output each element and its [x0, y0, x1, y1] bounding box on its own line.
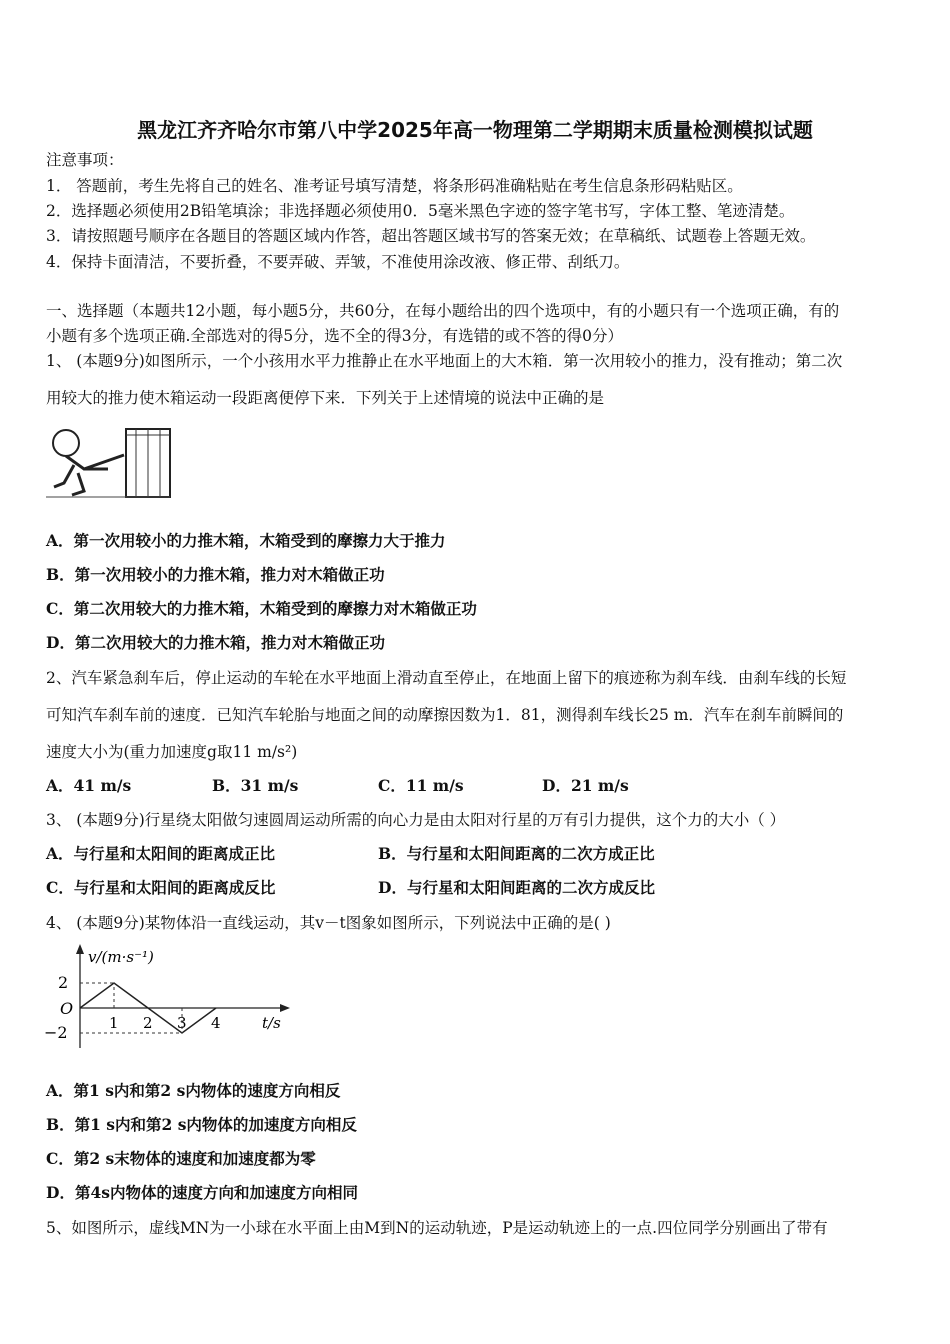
question-4-text: 4、 (本题9分)某物体沿一直线运动，其v－t图象如图所示，下列说法中正确的是( ) [46, 914, 611, 932]
question-2-option-a: A．41 m/s [46, 776, 132, 795]
question-3-option-d: D．与行星和太阳间距离的二次方成反比 [378, 878, 655, 897]
question-3-option-a: A．与行星和太阳间的距离成正比 [46, 844, 276, 863]
question-1-text: 用较大的推力使木箱运动一段距离便停下来．下列关于上述情境的说法中正确的是 [46, 389, 605, 407]
page-title: 黑龙江齐齐哈尔市第八中学2025年高一物理第二学期期末质量检测模拟试题 [137, 118, 813, 142]
y-axis-arrow [76, 944, 84, 954]
question-4-option-d: D．第4s内物体的速度方向和加速度方向相同 [46, 1183, 358, 1202]
question-2-text: 2、汽车紧急刹车后，停止运动的车轮在水平地面上滑动直至停止，在地面上留下的痕迹称为刹车线．由刹车线的长短 [46, 669, 847, 687]
question-4-option-a: A．第1 s内和第2 s内物体的速度方向相反 [46, 1081, 341, 1100]
y-tick-label: −2 [44, 1023, 68, 1042]
x-tick-label: 3 [177, 1014, 187, 1032]
x-tick-label: 4 [211, 1014, 221, 1032]
notice-item: 4．保持卡面清洁，不要折叠，不要弄破、弄皱，不准使用涂改液、修正带、刮纸刀。 [46, 253, 630, 271]
child-pushing-box-figure [44, 425, 172, 500]
vt-graph [40, 940, 300, 1055]
question-2-text: 速度大小为(重力加速度g取11 m/s²) [46, 743, 298, 761]
question-1-text: 1、 (本题9分)如图所示，一个小孩用水平力推静止在水平地面上的大木箱．第一次用较小的推力，没有推动；第二次 [46, 352, 843, 370]
question-1-option-b: B．第一次用较小的力推木箱，推力对木箱做正功 [46, 565, 385, 584]
question-5-text: 5、如图所示，虚线MN为一小球在水平面上由M到N的运动轨迹，P是运动轨迹上的一点.四位同学分别画出了带有 [46, 1219, 828, 1237]
question-3-option-c: C．与行星和太阳间的距离成反比 [46, 878, 276, 897]
x-tick-label: 1 [109, 1014, 119, 1032]
notice-item: 1． 答题前，考生先将自己的姓名、准考证号填写清楚，将条形码准确粘贴在考生信息条形码粘贴区。 [46, 177, 743, 195]
x-tick-label: 2 [143, 1014, 153, 1032]
question-1-option-c: C．第二次用较大的力推木箱，木箱受到的摩擦力对木箱做正功 [46, 599, 477, 618]
y-axis-label: v/(m·s⁻¹) [88, 948, 154, 966]
notice-heading: 注意事项： [46, 151, 124, 169]
question-4-option-b: B．第1 s内和第2 s内物体的加速度方向相反 [46, 1115, 357, 1134]
section-heading: 小题有多个选项正确.全部选对的得5分，选不全的得3分，有选错的或不答的得0分） [46, 327, 624, 345]
question-4-option-c: C．第2 s末物体的速度和加速度都为零 [46, 1149, 316, 1168]
question-2-option-c: C．11 m/s [378, 776, 464, 795]
x-axis-label: t/s [262, 1014, 281, 1032]
question-2-option-b: B．31 m/s [212, 776, 299, 795]
question-1-option-d: D．第二次用较大的力推木箱，推力对木箱做正功 [46, 633, 385, 652]
question-2-option-d: D．21 m/s [542, 776, 629, 795]
question-2-text: 可知汽车刹车前的速度．已知汽车轮胎与地面之间的动摩擦因数为1．81，测得刹车线长25 m．汽车在刹车前瞬间的 [46, 706, 844, 724]
notice-item: 3．请按照题号顺序在各题目的答题区域内作答，超出答题区域书写的答案无效；在草稿纸、试题卷上答题无效。 [46, 227, 816, 245]
question-1-option-a: A．第一次用较小的力推木箱，木箱受到的摩擦力大于推力 [46, 531, 446, 550]
x-axis-arrow [280, 1004, 290, 1012]
y-tick-label: 2 [58, 973, 69, 992]
question-3-text: 3、 (本题9分)行星绕太阳做匀速圆周运动所需的向心力是由太阳对行星的万有引力提供，这个力的大小（ ） [46, 811, 786, 829]
section-heading: 一、选择题（本题共12小题，每小题5分，共60分，在每小题给出的四个选项中，有的小题只有一个选项正确，有的 [46, 302, 840, 320]
origin-label: O [60, 999, 74, 1018]
question-3-option-b: B．与行星和太阳间距离的二次方成正比 [378, 844, 655, 863]
notice-item: 2．选择题必须使用2B铅笔填涂；非选择题必须使用0．5毫米黑色字迹的签字笔书写，字体工整、笔迹清楚。 [46, 202, 795, 220]
